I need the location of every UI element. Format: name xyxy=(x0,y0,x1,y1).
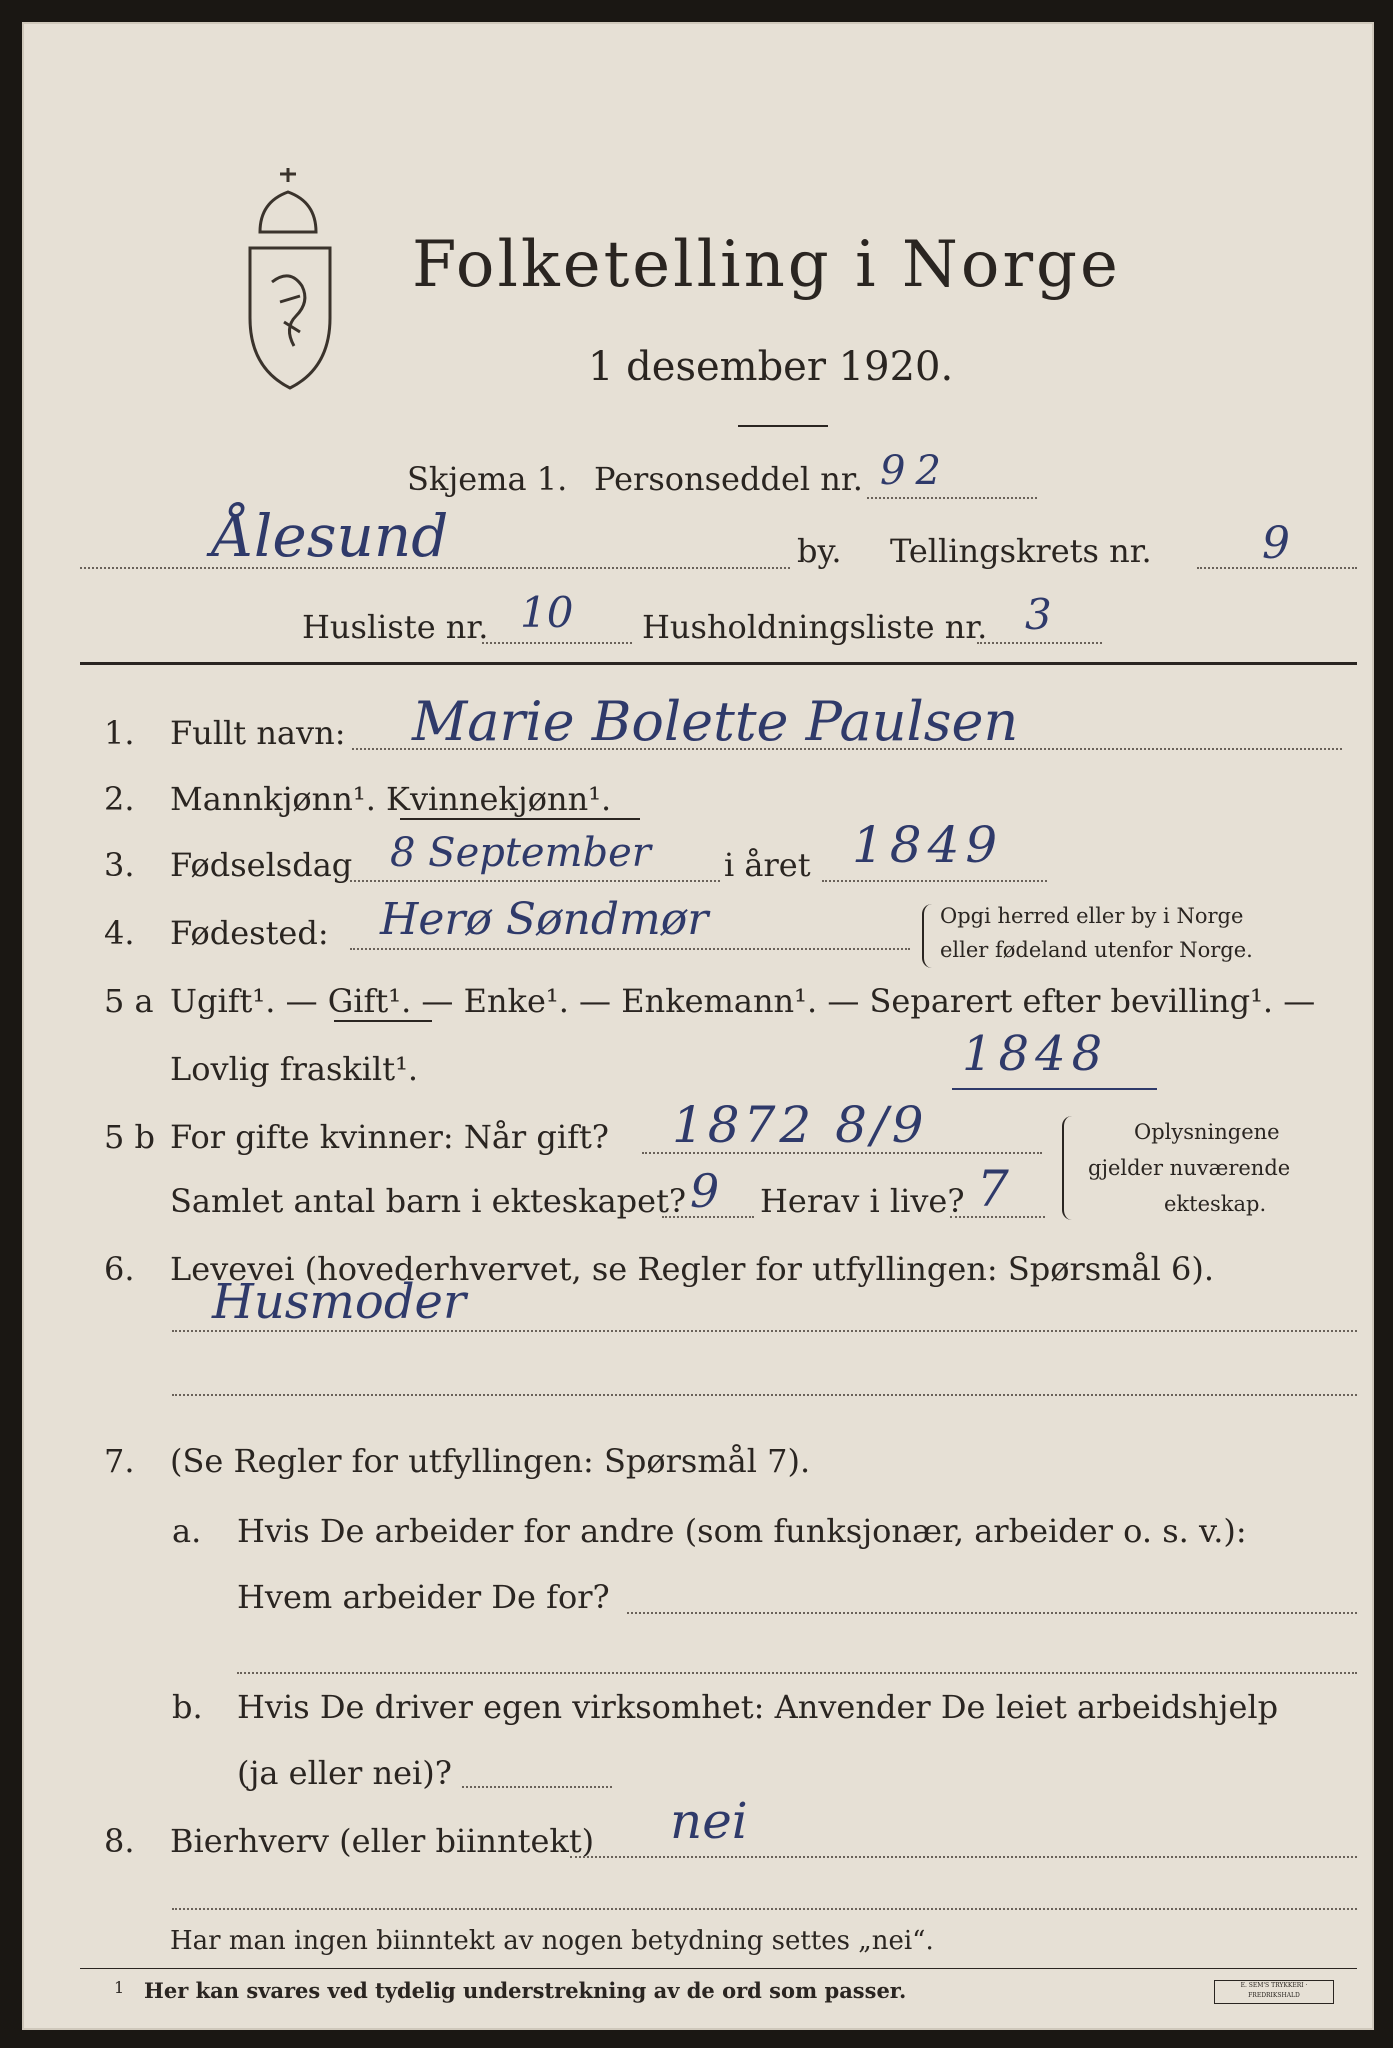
q8-line-extra xyxy=(172,1908,1357,1910)
q7-number: 7. xyxy=(104,1442,135,1480)
gift-underline xyxy=(334,1020,432,1022)
q3-line xyxy=(350,880,720,882)
skjema-label: Skjema 1. xyxy=(407,460,568,498)
q7a-letter: a. xyxy=(172,1512,202,1550)
printer-stamp: E. SEM'S TRYKKERI · FREDRIKSHALD xyxy=(1214,1980,1334,2004)
q5b-number: 5 b xyxy=(104,1118,156,1156)
q7b-line xyxy=(462,1786,612,1788)
q5b-note-line3: ekteskap. xyxy=(1164,1192,1267,1216)
side-income-value: nei xyxy=(670,1792,748,1850)
q4-note-line1: Opgi herred eller by i Norge xyxy=(940,904,1244,928)
q2-label: Mannkjønn¹. Kvinnekjønn¹. xyxy=(170,780,612,818)
q7-label: (Se Regler for utfyllingen: Spørsmål 7). xyxy=(170,1442,811,1480)
footnote-text: Her kan svares ved tydelig understrekning av de ord som passer. xyxy=(144,1978,907,2003)
q7a-line2: Hvem arbeider De for? xyxy=(237,1578,610,1616)
husholdning-label: Husholdningsliste nr. xyxy=(642,608,988,646)
alive-value: 7 xyxy=(977,1160,1009,1218)
husliste-label: Husliste nr. xyxy=(302,608,489,646)
kvinnekjonn-underline xyxy=(400,818,640,820)
footer-note: Har man ingen biinntekt av nogen betydning settes „nei“. xyxy=(170,1926,934,1956)
form-title: Folketelling i Norge xyxy=(412,228,1121,302)
footer-divider xyxy=(80,1968,1357,1969)
q4-label: Fødested: xyxy=(170,914,329,952)
personseddel-label: Personseddel nr. xyxy=(594,460,863,498)
by-label: by. xyxy=(797,532,842,570)
married-date-value: 1872 8/9 xyxy=(672,1096,928,1154)
q1-number: 1. xyxy=(104,714,135,752)
q7b-line2: (ja eller nei)? xyxy=(237,1754,452,1792)
q1-label: Fullt navn: xyxy=(170,714,346,752)
year-label: i året xyxy=(724,846,811,884)
q3-number: 3. xyxy=(104,846,135,884)
q5a-line2: Lovlig fraskilt¹. xyxy=(170,1050,419,1088)
tellingskrets-value: 9 xyxy=(1262,518,1290,569)
q4-brace xyxy=(922,904,932,968)
tellingskrets-label: Tellingskrets nr. xyxy=(890,532,1152,570)
header-divider xyxy=(80,662,1357,665)
city-value: Ålesund xyxy=(212,502,449,570)
q7a-line-extra xyxy=(237,1672,1357,1674)
q6-number: 6. xyxy=(104,1250,135,1288)
q8-line xyxy=(570,1856,1357,1858)
q5b-brace xyxy=(1062,1116,1074,1220)
q7a-line xyxy=(627,1612,1357,1614)
husliste-line xyxy=(482,642,632,644)
husholdning-value: 3 xyxy=(1025,590,1052,639)
q4-note-line2: eller fødeland utenfor Norge. xyxy=(940,938,1253,962)
alive-label: Herav i live? xyxy=(760,1182,965,1220)
q7a-line1: Hvis De arbeider for andre (som funksjonær, arbeider o. s. v.): xyxy=(237,1512,1247,1550)
birth-year-value: 1849 xyxy=(852,816,1004,874)
q6-line1 xyxy=(172,1330,1357,1332)
form-date: 1 desember 1920. xyxy=(588,344,954,390)
personseddel-line xyxy=(867,497,1037,499)
children-label: Samlet antal barn i ekteskapet? xyxy=(170,1182,687,1220)
birthplace-value: Herø Søndmør xyxy=(380,894,709,945)
children-value: 9 xyxy=(690,1164,720,1218)
q5a-number: 5 a xyxy=(104,982,154,1020)
q5b-label: For gifte kvinner: Når gift? xyxy=(170,1118,609,1156)
personseddel-value: 92 xyxy=(880,448,951,494)
q6-label: Levevei (hovederhvervet, se Regler for utfyllingen: Spørsmål 6). xyxy=(170,1250,1215,1288)
footnote-mark: 1 xyxy=(114,1978,125,1997)
q6-line2 xyxy=(172,1394,1357,1396)
coat-of-arms-icon xyxy=(240,162,340,390)
full-name-value: Marie Bolette Paulsen xyxy=(412,690,1019,753)
husliste-value: 10 xyxy=(520,588,574,637)
q5b-note-line2: gjelder nuværende xyxy=(1088,1156,1291,1180)
q4-line xyxy=(350,948,910,950)
q3-label: Fødselsdag xyxy=(170,846,353,884)
margin-year-value: 1848 xyxy=(962,1026,1109,1082)
q7b-letter: b. xyxy=(172,1688,203,1726)
census-form-sheet xyxy=(22,22,1374,2030)
title-divider xyxy=(738,425,828,427)
q7b-line1: Hvis De driver egen virksomhet: Anvender De leiet arbeidshjelp xyxy=(237,1688,1279,1726)
occupation-value: Husmoder xyxy=(212,1274,466,1330)
husholdning-line xyxy=(977,642,1102,644)
q8-label: Bierhverv (eller biinntekt) xyxy=(170,1822,595,1860)
q5b-note-line1: Oplysningene xyxy=(1134,1120,1280,1144)
q2-number: 2. xyxy=(104,780,135,818)
birthday-value: 8 September xyxy=(390,830,651,876)
year-line xyxy=(822,880,1047,882)
margin-year-underline xyxy=(952,1088,1157,1090)
q5a-line1: Ugift¹. — Gift¹. — Enke¹. — Enkemann¹. — Separert efter bevilling¹. — xyxy=(170,982,1316,1020)
q4-number: 4. xyxy=(104,914,135,952)
q8-number: 8. xyxy=(104,1822,135,1860)
